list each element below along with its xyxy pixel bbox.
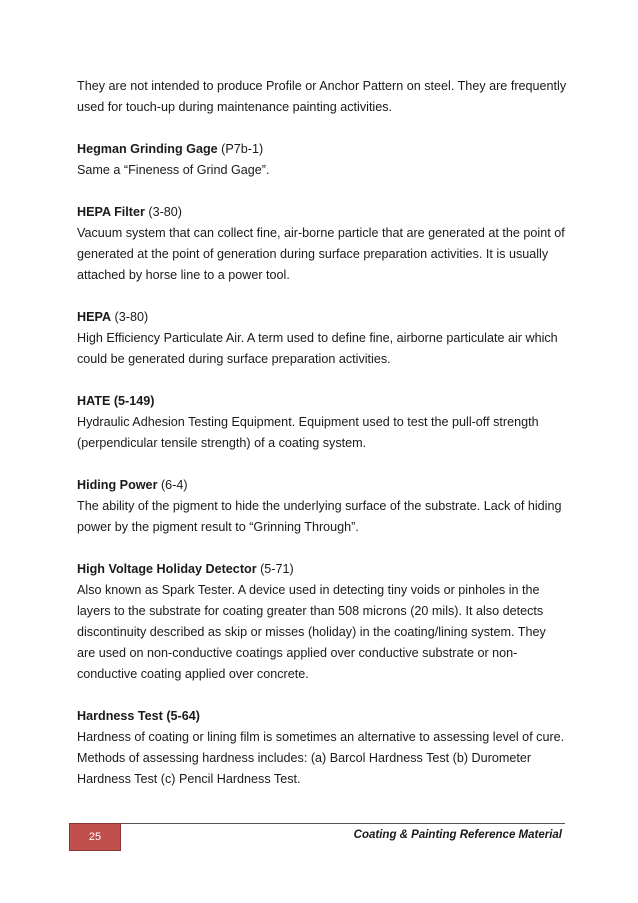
glossary-entry-hepa-filter	[77, 202, 567, 286]
footer-divider	[121, 823, 565, 824]
entry-definition: Vacuum system that can collect fine, air-borne particle that are generated at the point of generated at the point of generation during surface preparation activities. It is usually attached by horse line to a power tool.	[77, 226, 565, 282]
footer-document-title: Coating & Painting Reference Material	[353, 829, 562, 841]
entry-definition: High Efficiency Particulate Air. A term used to define fine, airborne particulate air which could be generated during surface preparation activities.	[77, 331, 558, 366]
page-body	[77, 76, 567, 811]
entry-term: Hardness Test (5-64)	[77, 709, 200, 723]
entry-definition: The ability of the pigment to hide the underlying surface of the substrate. Lack of hiding power by the pigment result to “Grinning Through”.	[77, 499, 562, 534]
entry-term: HEPA Filter	[77, 205, 145, 219]
page-footer	[69, 823, 565, 851]
entry-term: HATE (5-149)	[77, 394, 155, 408]
glossary-entry-hardness-test	[77, 706, 567, 790]
entry-heading	[77, 202, 567, 223]
entry-heading	[77, 475, 567, 496]
entry-heading	[77, 706, 567, 727]
intro-paragraph: They are not intended to produce Profile or Anchor Pattern on steel. They are frequently used for touch-up during maintenance painting activities.	[77, 79, 567, 114]
glossary-entry-hepa	[77, 307, 567, 370]
entry-heading	[77, 139, 567, 160]
page-number-box	[69, 823, 121, 851]
entry-definition: Same a “Fineness of Grind Gage”.	[77, 163, 270, 177]
entry-term: HEPA	[77, 310, 112, 324]
entry-heading	[77, 307, 567, 328]
entry-definition: Also known as Spark Tester. A device used in detecting tiny voids or pinholes in the layers to the substrate for coating greater than 508 microns (20 mils). It also detects discontinuity described as skip or misses (holiday) in the coating/lining system. They are used on non-conductive coatings applied over conductive substrate or non-conductive coating applied over concrete.	[77, 583, 546, 681]
entry-reference: (5-71)	[256, 562, 294, 576]
entry-term: High Voltage Holiday Detector	[77, 562, 257, 576]
entry-definition: Hardness of coating or lining film is sometimes an alternative to assessing level of cure. Methods of assessing hardness includes: (a) Barcol Hardness Test (b) Durometer Hardness Test (c) Pencil Hardness Test.	[77, 730, 565, 786]
entry-term: Hegman Grinding Gage	[77, 142, 218, 156]
entry-reference: (3-80)	[144, 205, 182, 219]
glossary-entry-hate	[77, 391, 567, 454]
glossary-entry-hiding-power	[77, 475, 567, 538]
entry-definition: Hydraulic Adhesion Testing Equipment. Equipment used to test the pull-off strength (perpendicular tensile strength) of a coating system.	[77, 415, 539, 450]
glossary-entry-hegman	[77, 139, 567, 181]
entry-reference: (3-80)	[111, 310, 149, 324]
entry-heading	[77, 559, 567, 580]
entry-reference: (P7b-1)	[217, 142, 264, 156]
entry-heading	[77, 391, 567, 412]
page-number: 25	[88, 831, 102, 843]
glossary-entry-holiday-detector	[77, 559, 567, 685]
entry-reference: (6-4)	[157, 478, 188, 492]
entry-term: Hiding Power	[77, 478, 158, 492]
